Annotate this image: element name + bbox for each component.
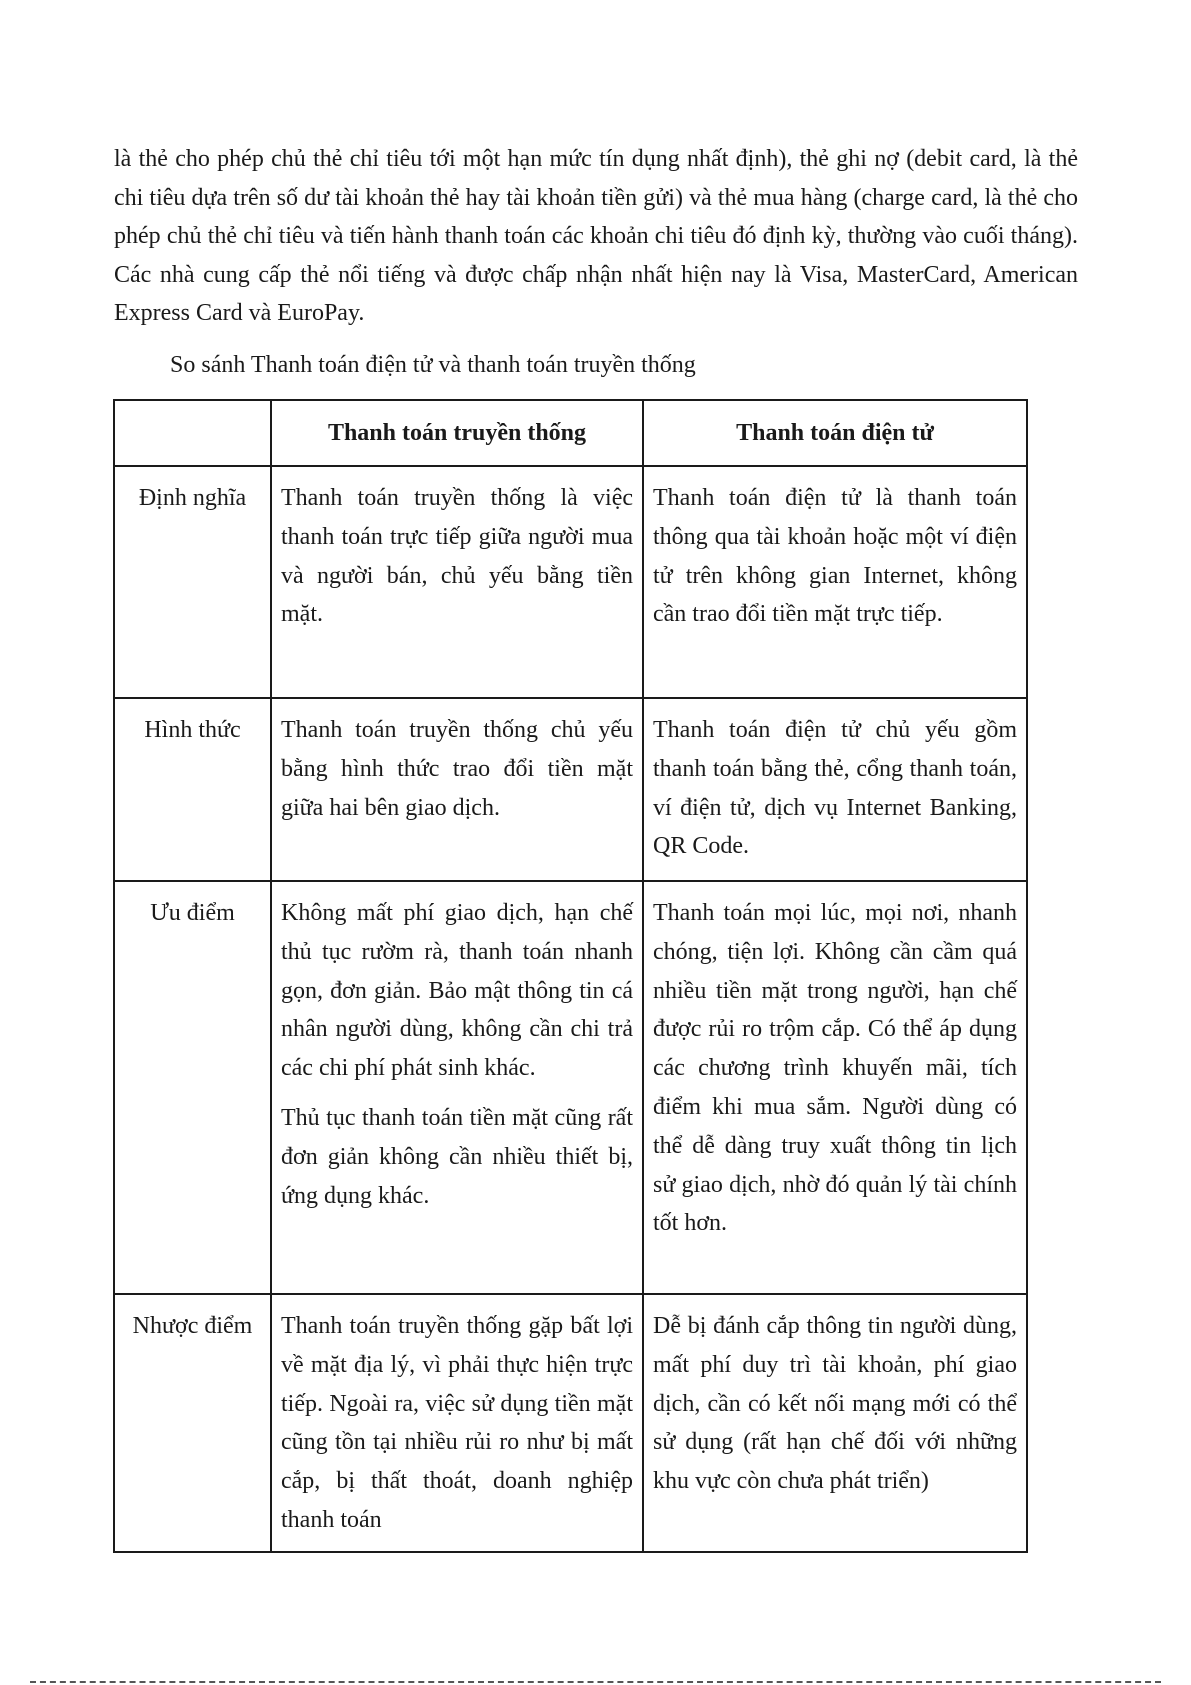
table-row-definition [114, 466, 1027, 698]
definition-traditional-cell [271, 466, 643, 698]
definition-electronic-cell [643, 466, 1027, 698]
advantages-traditional-text-1: Không mất phí giao dịch, hạn chế thủ tục rườm rà, thanh toán nhanh gọn, đơn giản. Bảo mật thông tin cá nhân người dùng, không cần chi trả các chi phí phát sinh khác. [281, 900, 633, 1082]
table-row-advantages [114, 881, 1027, 1294]
advantages-traditional-text-2: Thủ tục thanh toán tiền mặt cũng rất đơn giản không cần nhiều thiết bị, ứng dụng khác. [281, 1104, 633, 1209]
disadvantages-traditional-cell [271, 1294, 643, 1552]
header-traditional-payment: Thanh toán truyền thống [271, 400, 643, 466]
advantages-traditional-cell [271, 881, 643, 1294]
header-electronic-payment: Thanh toán điện tử [643, 400, 1027, 466]
row-label-disadvantages: Nhược điểm [114, 1294, 271, 1552]
advantages-electronic-text: Thanh toán mọi lúc, mọi nơi, nhanh chóng, tiện lợi. Không cần cầm quá nhiều tiền mặt trong người, hạn chế được rủi ro trộm cắp. Có thể áp dụng các chương trình khuyến mãi, tích điểm khi mua sắm. Người dùng có thể dễ dàng truy xuất thông tin lịch sử giao dịch, nhờ đó quản lý tài chính tốt hơn. [653, 900, 1017, 1237]
definition-electronic-text: Thanh toán điện tử là thanh toán thông qua tài khoản hoặc một ví điện tử trên không gian Internet, không cần trao đổi tiền mặt trực tiếp. [653, 485, 1017, 628]
comparison-table [113, 399, 1028, 1553]
form-traditional-cell [271, 698, 643, 881]
form-electronic-text: Thanh toán điện tử chủ yếu gồm thanh toán bằng thẻ, cổng thanh toán, ví điện tử, dịch vụ Internet Banking, QR Code. [653, 717, 1017, 860]
intro-paragraph: là thẻ cho phép chủ thẻ chỉ tiêu tới một hạn mức tín dụng nhất định), thẻ ghi nợ (debit card, là thẻ chi tiêu dựa trên số dư tài khoản thẻ hay tài khoản tiền gửi) và thẻ mua hàng (charge card, là thẻ cho phép chủ thẻ chỉ tiêu và tiến hành thanh toán các khoản chi tiêu đó định kỳ, thường vào cuối tháng). Các nhà cung cấp thẻ nổi tiếng và được chấp nhận nhất hiện nay là Visa, MasterCard, American Express Card và EuroPay. [114, 146, 1078, 326]
form-electronic-cell [643, 698, 1027, 881]
row-label-form: Hình thức [114, 698, 271, 881]
disadvantages-electronic-cell [643, 1294, 1027, 1552]
row-label-advantages: Ưu điểm [114, 881, 271, 1294]
row-label-definition: Định nghĩa [114, 466, 271, 698]
form-traditional-text: Thanh toán truyền thống chủ yếu bằng hình thức trao đổi tiền mặt giữa hai bên giao dịch. [281, 717, 633, 821]
table-row-form [114, 698, 1027, 881]
page-bottom-divider [30, 1681, 1161, 1683]
disadvantages-electronic-text: Dễ bị đánh cắp thông tin người dùng, mất phí duy trì tài khoản, phí giao dịch, cần có kết nối mạng mới có thể sử dụng (rất hạn chế đối với những khu vực còn chưa phát triển) [653, 1313, 1017, 1495]
advantages-electronic-cell [643, 881, 1027, 1294]
header-blank-cell [114, 400, 271, 466]
definition-traditional-text: Thanh toán truyền thống là việc thanh toán trực tiếp giữa người mua và người bán, chủ yếu bằng tiền mặt. [281, 485, 633, 628]
table-caption: So sánh Thanh toán điện tử và thanh toán truyền thống [170, 352, 696, 378]
disadvantages-traditional-text: Thanh toán truyền thống gặp bất lợi về mặt địa lý, vì phải thực hiện trực tiếp. Ngoài ra, việc sử dụng tiền mặt cũng tồn tại nhiều rủi ro như bị mất cắp, bị thất thoát, doanh nghiệp thanh toán [281, 1313, 633, 1533]
table-row-disadvantages [114, 1294, 1027, 1552]
table-header-row [114, 400, 1027, 466]
